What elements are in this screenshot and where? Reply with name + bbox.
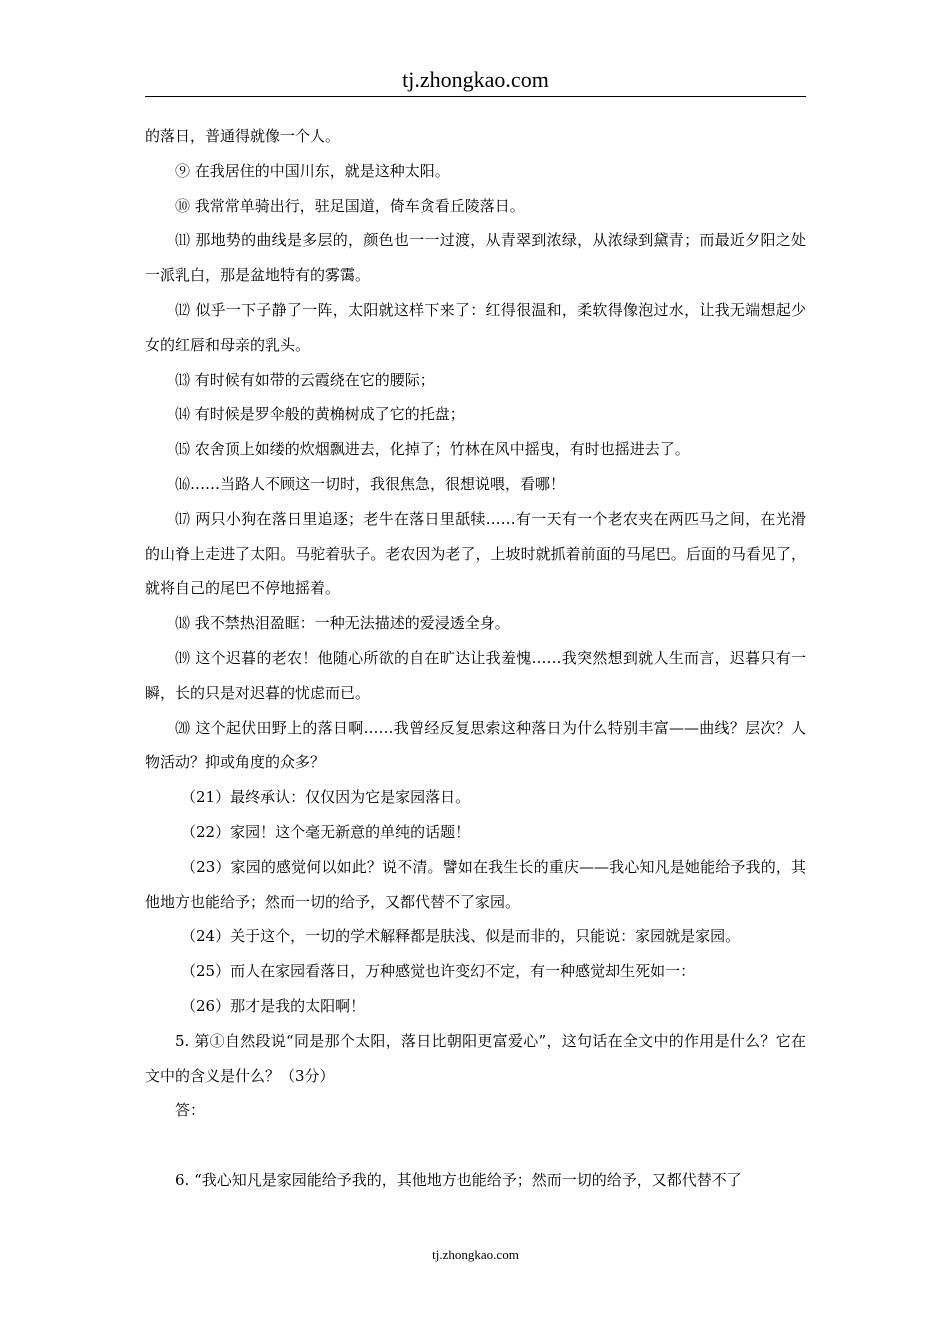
paragraph-9: ⑨ 在我居住的中国川东，就是这种太阳。 (175, 161, 450, 180)
paragraph-16: ⒃……当路人不顾这一切时，我很焦急，很想说喂，看哪！ (175, 474, 566, 493)
article-body (145, 119, 806, 1198)
paragraph-17: ⒄ 两只小狗在落日里追逐；老牛在落日里舐犊……有一天有一个老农夹在两匹马之间，在光滑的山脊上走进了太阳。马驼着驮子。老农因为老了，上坡时就抓着前面的马尾巴。后面的马看见了，就将自己的尾巴不停地摇着。 (145, 509, 806, 598)
paragraph-24: （24）关于这个，一切的学术解释都是肤浅、似是而非的，只能说：家园就是家园。 (181, 927, 741, 946)
header-rule (145, 96, 806, 97)
paragraph-25: （25）而人在家园看落日，万种感觉也许变幻不定，有一种感觉却生死如一： (181, 962, 696, 981)
paragraph-26: （26）那才是我的太阳啊！ (181, 996, 366, 1015)
paragraph-21: （21）最终承认：仅仅因为它是家园落日。 (181, 788, 471, 807)
paragraph-12: ⑿ 似乎一下子静了一阵，太阳就这样下来了：红得很温和，柔软得像泡过水，让我无端想起少女的红唇和母亲的乳头。 (145, 300, 806, 354)
paragraph-18: ⒅ 我不禁热泪盈眶：一种无法描述的爱浸透全身。 (175, 614, 510, 633)
paragraph-20: ⒇ 这个起伏田野上的落日啊……我曾经反复思索这种落日为什么特别丰富——曲线？层次？人物活动？抑或角度的众多？ (145, 718, 806, 772)
paragraph-14: ⒁ 有时候是罗伞般的黄桷树成了它的托盘； (175, 405, 465, 424)
paragraph-15: ⒂ 农舍顶上如缕的炊烟飘进去，化掉了；竹林在风中摇曳，有时也摇进去了。 (175, 440, 690, 459)
answer-space (145, 1128, 806, 1163)
paragraph-10: ⑩ 我常常单骑出行，驻足国道，倚车贪看丘陵落日。 (175, 196, 525, 215)
paragraph-13: ⒀ 有时候有如带的云霞绕在它的腰际； (175, 370, 435, 389)
paragraph-19: ⒆ 这个迟暮的老农！他随心所欲的自在旷达让我羞愧……我突然想到就人生而言，迟暮只有一瞬，长的只是对迟暮的忧虑而已。 (145, 648, 806, 702)
question-6: 6. “我心知凡是家园能给予我的，其他地方也能给予；然而一切的给予，又都代替不了 (175, 1170, 742, 1189)
paragraph-23: （23）家园的感觉何以如此？说不清。譬如在我生长的重庆——我心知凡是她能给予我的，其他地方也能给予；然而一切的给予，又都代替不了家园。 (145, 857, 806, 911)
page-header-site: tj.zhongkao.com (402, 67, 549, 92)
answer-label: 答： (175, 1101, 206, 1120)
paragraph-11: ⑾ 那地势的曲线是多层的，颜色也一一过渡，从青翠到浓绿，从浓绿到黛青；而最近夕阳之处一派乳白，那是盆地特有的雾霭。 (145, 231, 806, 285)
question-5: 5. 第①自然段说“同是那个太阳，落日比朝阳更富爱心”，这句话在全文中的作用是什么？它在文中的含义是什么？（3分） (145, 1031, 806, 1085)
page-footer-site: tj.zhongkao.com (432, 1247, 519, 1262)
paragraph-22: （22）家园！这个毫无新意的单纯的话题！ (181, 822, 471, 841)
paragraph-8-continued: 的落日，普通得就像一个人。 (145, 127, 341, 145)
